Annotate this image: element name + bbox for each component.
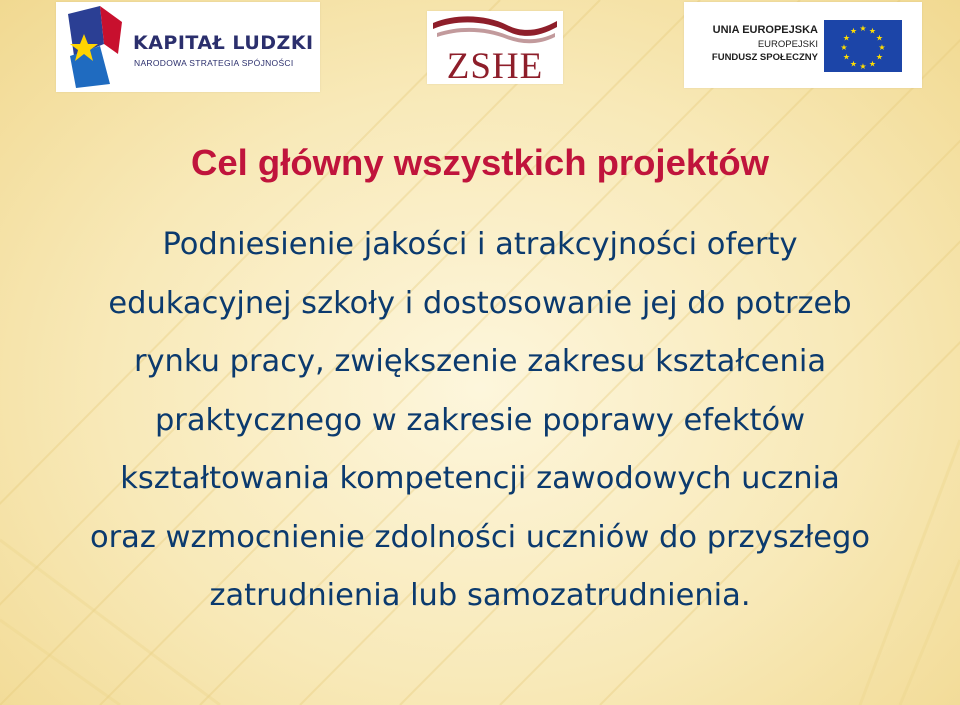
svg-text:★: ★ <box>842 33 851 43</box>
body-line: kształtowania kompetencji zawodowych ucznia <box>120 461 840 496</box>
slide-title: Cel główny wszystkich projektów <box>190 142 770 183</box>
zshe-wordmark: ZSHE <box>446 46 544 84</box>
kapital-ludzki-emblem-icon <box>60 4 130 90</box>
body-line: rynku pracy, zwiększenie zakresu kształcenia <box>133 344 827 379</box>
eu-line-social-fund: FUNDUSZ SPOŁECZNY <box>711 52 818 63</box>
svg-text:★: ★ <box>842 52 851 62</box>
svg-text:★: ★ <box>849 59 858 69</box>
body-line: praktycznego w zakresie poprawy efektów <box>154 402 806 438</box>
kapital-ludzki-title: KAPITAŁ LUDZKI <box>133 32 314 54</box>
body-line: edukacyjnej szkoły i dostosowanie jej do potrzeb <box>108 285 852 321</box>
slide-body <box>0 216 960 626</box>
svg-text:★: ★ <box>868 26 877 36</box>
svg-text:★: ★ <box>849 26 858 36</box>
svg-text:★: ★ <box>875 33 884 43</box>
svg-text:★: ★ <box>840 43 848 52</box>
kapital-ludzki-logo <box>56 2 320 92</box>
zshe-logo <box>427 11 563 84</box>
eu-line-european: EUROPEJSKI <box>757 38 818 50</box>
eu-flag-icon <box>824 20 902 72</box>
svg-text:★: ★ <box>878 43 886 52</box>
eu-line-union: UNIA EUROPEJSKA <box>712 24 818 36</box>
svg-text:★: ★ <box>859 62 867 71</box>
body-line: Podniesienie jakości i atrakcyjności oferty <box>162 227 798 262</box>
eu-logo <box>684 2 922 88</box>
zshe-waves-icon <box>427 11 563 47</box>
svg-text:★: ★ <box>859 24 867 33</box>
body-line: zatrudnienia lub samozatrudnienia. <box>209 578 751 613</box>
svg-text:★: ★ <box>868 59 877 69</box>
kapital-ludzki-subtitle: NARODOWA STRATEGIA SPÓJNOŚCI <box>134 58 294 68</box>
svg-text:★: ★ <box>875 52 884 62</box>
body-line: oraz wzmocnienie zdolności uczniów do przyszłego <box>89 519 871 555</box>
eu-text-block <box>692 24 818 65</box>
